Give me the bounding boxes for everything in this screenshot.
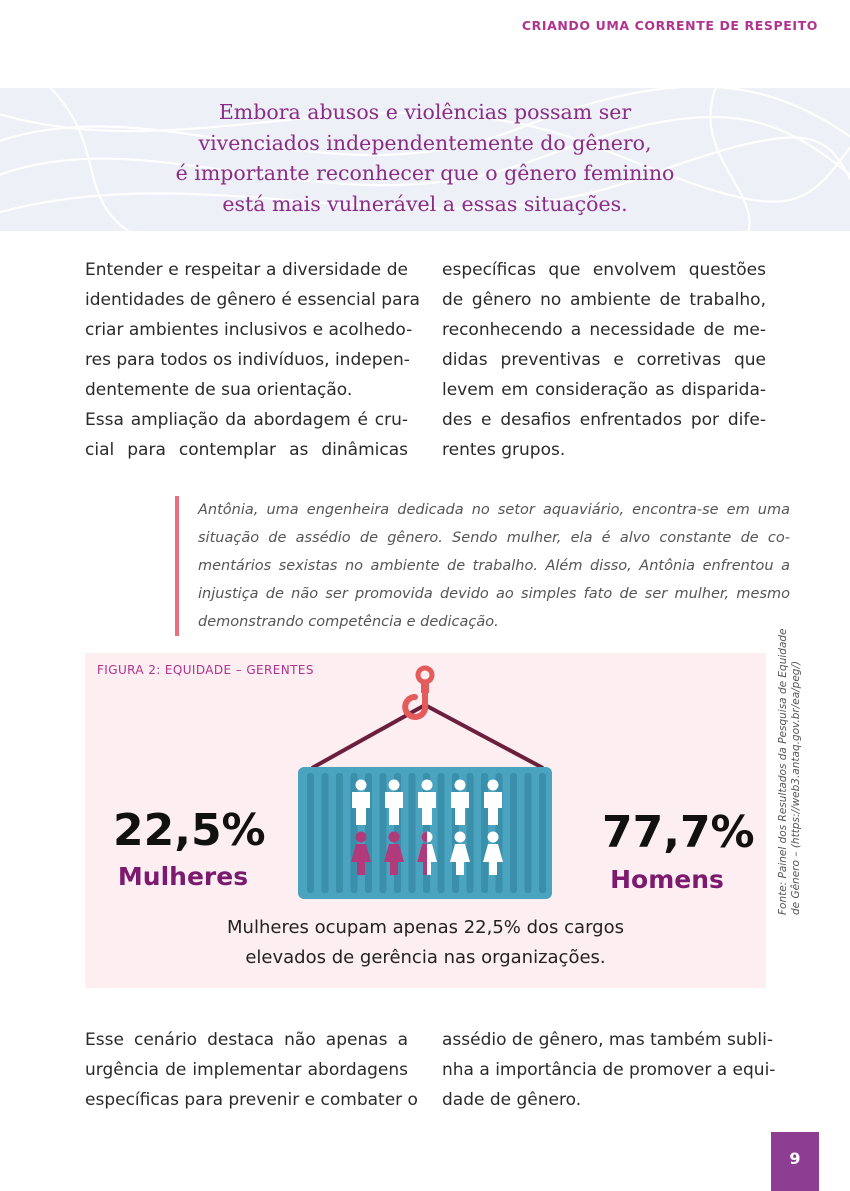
body-column-right	[442, 255, 766, 465]
container-rib	[307, 773, 314, 893]
body-line: de gênero no ambiente de trabalho,	[442, 290, 766, 310]
closing-column-left	[85, 1025, 418, 1115]
container-rib	[510, 773, 517, 893]
container-rib	[365, 773, 372, 893]
quote-line: está mais vulnerável a essas situações.	[222, 191, 628, 216]
body-line: nha a importância de promover a equi-	[442, 1060, 776, 1080]
container-rib	[409, 773, 416, 893]
men-label: Homens	[610, 865, 724, 894]
case-example-text	[198, 496, 790, 636]
body-line: específicas que envolvem questões	[442, 260, 766, 280]
summary-line: elevados de gerência nas organizações.	[245, 947, 606, 968]
body-line: Esse cenário destaca não apenas a	[85, 1030, 408, 1050]
figure-equity-managers	[85, 653, 766, 988]
closing-column-right	[442, 1025, 776, 1115]
case-line: Antônia, uma engenheira dedicada no setor aquaviário, encontra-se em uma	[198, 502, 790, 518]
body-line: Essa ampliação da abordagem é cru-	[85, 410, 408, 430]
highlight-band	[0, 88, 850, 231]
case-example	[175, 496, 790, 636]
container-rib	[336, 773, 343, 893]
body-line: reconhecendo a necessidade de me-	[442, 320, 766, 340]
container-rib	[351, 773, 358, 893]
body-line: levem em consideração as disparida-	[442, 380, 766, 400]
case-line: demonstrando competência e dedicação.	[198, 614, 499, 630]
body-line: rentes grupos.	[442, 440, 566, 460]
quote-line: Embora abusos e violências possam ser	[218, 100, 632, 124]
container-rib	[322, 773, 329, 893]
body-column-left	[85, 255, 420, 465]
source-line: Fonte: Painel dos Resultados da Pesquisa de Equidade	[777, 628, 789, 915]
body-line: didas preventivas e corretivas que	[442, 350, 766, 370]
women-percentage: 22,5%	[113, 805, 266, 856]
container-rib	[481, 773, 488, 893]
body-line: urgência de implementar abordagens	[85, 1060, 408, 1080]
body-line: dentemente de sua orientação.	[85, 380, 353, 400]
quote-line: é importante reconhecer que o gênero feminino	[175, 161, 675, 185]
body-line: des e desafios enfrentados por dife-	[442, 410, 766, 430]
container-rib	[525, 773, 532, 893]
container-rib	[467, 773, 474, 893]
highlight-quote	[0, 97, 850, 219]
body-line: criar ambientes inclusivos e acolhedo-	[85, 320, 413, 340]
body-line: assédio de gênero, mas também subli-	[442, 1030, 773, 1050]
summary-line: Mulheres ocupam apenas 22,5% dos cargos	[227, 917, 624, 938]
container-rib	[539, 773, 546, 893]
case-line: injustiça de não ser promovida devido ao simples fato de ser mulher, mesmo	[198, 586, 790, 602]
body-line: res para todos os indivíduos, indepen-	[85, 350, 410, 370]
container-rib	[438, 773, 445, 893]
women-label: Mulheres	[117, 862, 249, 891]
body-line: identidades de gênero é essencial para	[85, 290, 420, 310]
source-line: de Gênero – (https://web3.antaq.gov.br/ea/peg/)	[790, 660, 802, 915]
page-number: 9	[771, 1132, 819, 1191]
container-rib	[380, 773, 387, 893]
men-percentage: 77,7%	[602, 807, 755, 858]
body-line: Entender e respeitar a diversidade de	[85, 260, 408, 280]
case-line: mentários sexistas no ambiente de trabalho. Além disso, Antônia enfrentou a	[198, 558, 790, 574]
quote-line: vivenciados independentemente do gênero,	[198, 130, 652, 155]
figure-summary	[85, 913, 766, 973]
body-line: específicas para prevenir e combater o	[85, 1090, 418, 1110]
case-line: situação de assédio de gênero. Sendo mulher, ela é alvo constante de co-	[198, 530, 790, 546]
body-line: dade de gênero.	[442, 1090, 582, 1110]
figure-source	[777, 628, 802, 915]
cable-right	[425, 705, 543, 768]
body-line: cial para contemplar as dinâmicas	[85, 440, 408, 460]
running-header: CRIANDO UMA CORRENTE DE RESPEITO	[521, 18, 818, 33]
figure-caption: FIGURA 2: EQUIDADE – GERENTES	[97, 663, 314, 677]
